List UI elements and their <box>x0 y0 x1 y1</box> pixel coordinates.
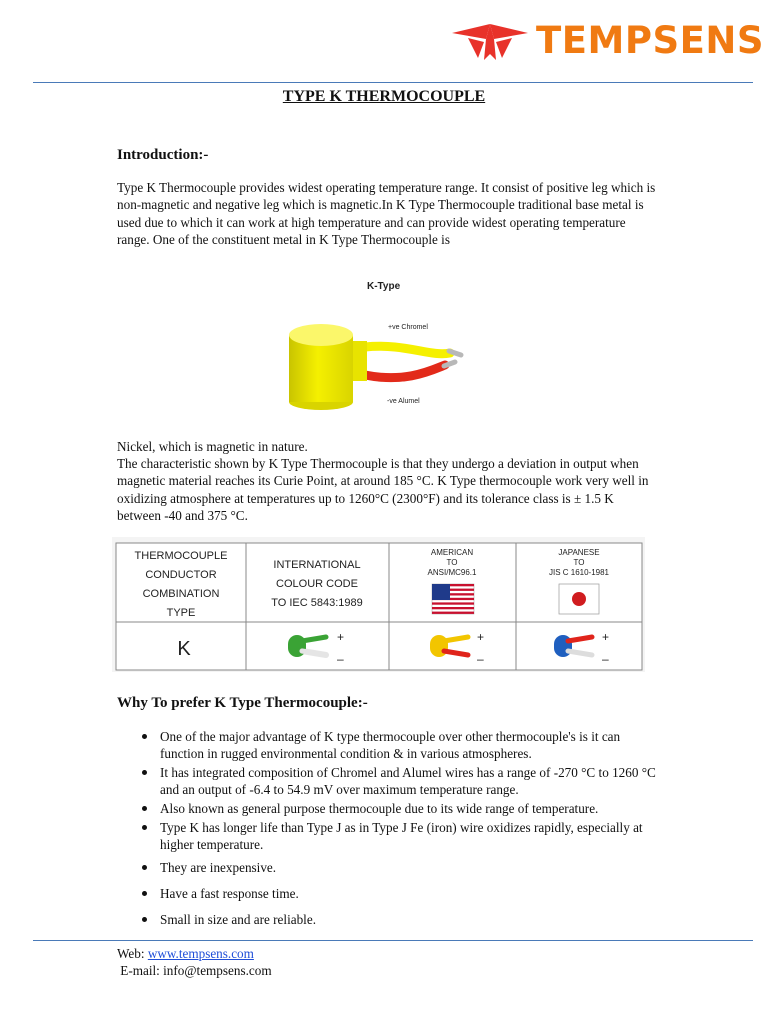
table-col3-line3: ANSI/MC96.1 <box>427 568 477 577</box>
table-type-k: K <box>177 638 191 660</box>
intro-paragraph-2: The characteristic shown by K Type Thermocouple is that they undergo a deviation in output when magnetic material reaches its Curie Point, at around 185 °C. K Type thermocouple work very well in oxidizing atmosphere at temperatures up to 1260°C (2300°F) and its tolerance class is ± 1.5 K between -40 and 375 °C. <box>117 456 649 523</box>
advantages-list <box>117 728 657 928</box>
table-col2-line3: TO IEC 5843:1989 <box>271 597 363 609</box>
japan-flag-icon <box>559 584 599 614</box>
jis-minus: – <box>602 652 609 666</box>
table-col1-line4: TYPE <box>166 607 196 619</box>
table-col3-line2: TO <box>446 558 458 567</box>
list-item: Have a fast response time. <box>117 885 657 902</box>
page-title: TYPE K THERMOCOUPLE <box>282 88 486 105</box>
ktype-positive-label: +ve Chromel <box>388 324 428 331</box>
list-item: They are inexpensive. <box>117 859 657 876</box>
table-col1-line1: THERMOCOUPLE <box>134 550 228 562</box>
list-item: It has integrated composition of Chromel and Alumel wires has a range of -270 °C to 1260 °C and an output of -6.4 to 54.9 mV over maximum temperature range. <box>117 764 657 798</box>
introduction-heading: Introduction:- <box>117 147 209 163</box>
ktype-thermocouple-image <box>265 265 501 437</box>
table-col1-line2: CONDUCTOR <box>145 569 217 581</box>
header-divider <box>33 82 753 83</box>
list-item: Small in size and are reliable. <box>117 911 657 928</box>
tempsens-logo <box>448 18 764 64</box>
colour-code-table-image <box>112 537 645 672</box>
table-col3-line1: AMERICAN <box>430 548 474 557</box>
why-heading: Why To prefer K Type Thermocouple:- <box>117 695 368 711</box>
iec-plus: + <box>337 630 345 644</box>
ktype-negative-label: -ve Alumel <box>387 398 420 405</box>
list-item: Type K has longer life than Type J as in Type J Fe (iron) wire oxidizes rapidly, especially at higher temperature. <box>117 819 657 853</box>
jis-plus: + <box>602 630 610 644</box>
footer-divider <box>33 940 753 941</box>
table-col1-line3: COMBINATION <box>142 588 220 600</box>
iec-minus: – <box>337 652 344 666</box>
table-col2-line1: INTERNATIONAL <box>273 559 361 571</box>
ansi-plus: + <box>477 630 485 644</box>
ktype-title: K-Type <box>367 281 401 292</box>
table-col4-line2: TO <box>573 558 585 567</box>
table-col4-line1: JAPANESE <box>558 548 600 557</box>
intro-paragraph-2-line1: Nickel, which is magnetic in nature. <box>117 439 308 454</box>
website-link[interactable]: www.tempsens.com <box>147 946 254 961</box>
brand-name: TEMPSENS <box>536 19 764 62</box>
ansi-minus: – <box>477 652 484 666</box>
list-item: Also known as general purpose thermocouple due to its wide range of temperature. <box>117 800 657 817</box>
footer-web-label: Web: <box>117 946 148 961</box>
footer-email: E-mail: info@tempsens.com <box>117 963 272 978</box>
intro-paragraph-1: Type K Thermocouple provides widest operating temperature range. It consist of positive leg which is non-magnetic and negative leg which is magnetic.In K Type Thermocouple traditional base metal is used due to which it can work at high temperature and can provide widest operating temperature range. One of the constituent metal in K Type Thermocouple is <box>117 180 656 247</box>
tempsens-mark-icon <box>448 18 532 64</box>
footer-web <box>117 946 254 962</box>
table-col4-line3: JIS C 1610-1981 <box>548 568 610 577</box>
us-flag-icon <box>432 584 474 614</box>
table-col2-line2: COLOUR CODE <box>276 578 358 590</box>
list-item: One of the major advantage of K type thermocouple over other thermocouple's is it can function in rugged environmental condition & in various atmospheres. <box>117 728 657 762</box>
